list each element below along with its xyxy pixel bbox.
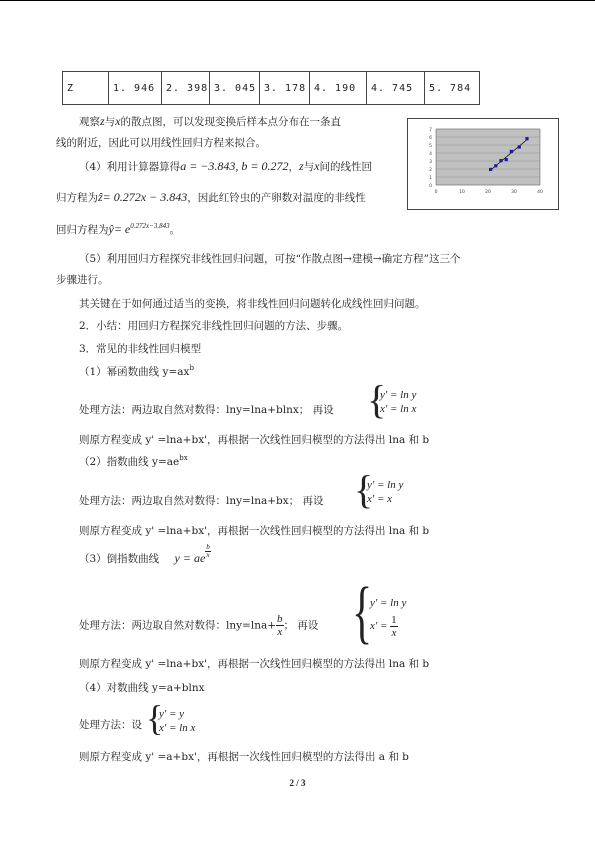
data-point: [494, 164, 497, 167]
y-tick-label: 7: [429, 128, 432, 133]
paragraph-calc-line3: 回归方程为ŷ= $e^{0.272x-3.843}$。: [56, 222, 181, 236]
model1-brace: {: [367, 377, 387, 422]
data-point: [510, 150, 513, 153]
paragraph-key: 其关键在于如何通过适当的变换，将非线性回归问题转化成线性回归问题。: [79, 298, 426, 310]
x-tick-label: 20: [485, 190, 491, 195]
y-tick-label: 5: [429, 144, 432, 149]
table-header-z: Z: [63, 72, 109, 105]
table-cell: 5. 784: [425, 72, 480, 105]
table-cell: 3. 045: [210, 72, 260, 105]
model1-method: 处理方法：两边取自然对数得：lny=lna+blnx； 再设: [79, 404, 334, 416]
plot-area: [436, 129, 540, 185]
paragraph-calc-line2: 归方程为ẑ= 0.272x − 3.843，因此红铃虫的产卵数对温度的非线性: [56, 190, 366, 204]
model2-result: 则原方程变成 y' =lna+bx'，再根据一次线性回归模型的方法得出 lna 和 b: [79, 525, 430, 537]
table-cell: 1. 946: [109, 72, 162, 105]
model4-title: （4）对数曲线 y=a+blnx: [79, 682, 205, 694]
y-tick-label: 0: [429, 184, 432, 189]
model3-result: 则原方程变成 y' =lna+bx'，再根据一次线性回归模型的方法得出 lna 和 b: [79, 658, 430, 670]
model3-title: （3）倒指数曲线 y = ae $\frac{b}{x}$: [79, 542, 210, 565]
data-point: [525, 137, 528, 140]
table-cell: 3. 178: [260, 72, 310, 105]
model3-method: 处理方法：两边取自然对数得：lny=lna+ $\frac{b}{x}$ ； 再设: [79, 613, 319, 638]
y-tick-label: 2: [429, 168, 432, 173]
paragraph-steps-line2: 步骤进行。: [56, 274, 109, 286]
model1-result: 则原方程变成 y' =lna+bx'，再根据一次线性回归模型的方法得出 lna 和 b: [79, 434, 430, 446]
paragraph-scatter-line2: 线的附近，因此可以用线性回归方程来拟合。: [56, 137, 266, 149]
model1-substitution: y' = ln y x' = ln x: [380, 389, 417, 415]
top-rule: [0, 0, 595, 1]
y-tick-label: 6: [429, 136, 432, 141]
model4-result: 则原方程变成 y' =a+bx'，再根据一次线性回归模型的方法得出 a 和 b: [79, 751, 409, 763]
data-point: [505, 158, 508, 161]
table-cell: 4. 190: [310, 72, 367, 105]
model2-brace: {: [354, 467, 374, 512]
y-tick-label: 1: [429, 176, 432, 181]
x-tick-label: 0: [434, 190, 438, 195]
model3-brace: {: [352, 574, 373, 651]
x-tick-label: 40: [537, 190, 543, 195]
table-cell: 4. 745: [367, 72, 425, 105]
y-tick-label: 4: [429, 152, 432, 157]
model2-method: 处理方法：两边取自然对数得：lny=lna+bx； 再设: [79, 495, 324, 507]
model2-substitution: y' = ln y x' = x: [367, 479, 404, 505]
summary-heading: 2．小结：用回归方程探究非线性回归问题的方法、步骤。: [79, 320, 349, 332]
model4-method: 处理方法：设: [79, 719, 142, 731]
models-heading: 3．常见的非线性回归模型: [79, 343, 202, 355]
paragraph-steps-line1: （5）利用回归方程探究非线性回归问题，可按“作散点图→建模→确定方程”这三个: [79, 253, 461, 265]
scatter-chart: [407, 118, 559, 210]
data-point: [489, 168, 492, 171]
model1-title: （1）幂函数曲线 $y=ax^b$: [79, 364, 194, 378]
page-number: 2 / 3: [289, 778, 306, 788]
table-cell: 2. 398: [162, 72, 210, 105]
model2-title: （2）指数曲线 $y=ae^{bx}$: [79, 454, 188, 468]
data-point: [518, 145, 521, 148]
data-point: [499, 159, 502, 162]
y-tick-label: 3: [429, 160, 432, 165]
paragraph-calc-line1: （4）利用计算器算得a = −3.843, b = 0.272，z与x间的线性回: [79, 159, 372, 173]
z-value-table: [62, 71, 480, 105]
x-tick-label: 30: [511, 190, 517, 195]
model4-substitution: y' = y x' = ln x: [159, 708, 196, 734]
paragraph-scatter-line1: 观察z与x的散点图，可以发现变换后样本点分布在一条直: [79, 114, 341, 128]
model4-brace: {: [146, 698, 164, 738]
x-tick-label: 10: [459, 190, 465, 195]
model3-substitution: y' = ln y x' = $\frac{1}{x}$: [370, 597, 407, 639]
